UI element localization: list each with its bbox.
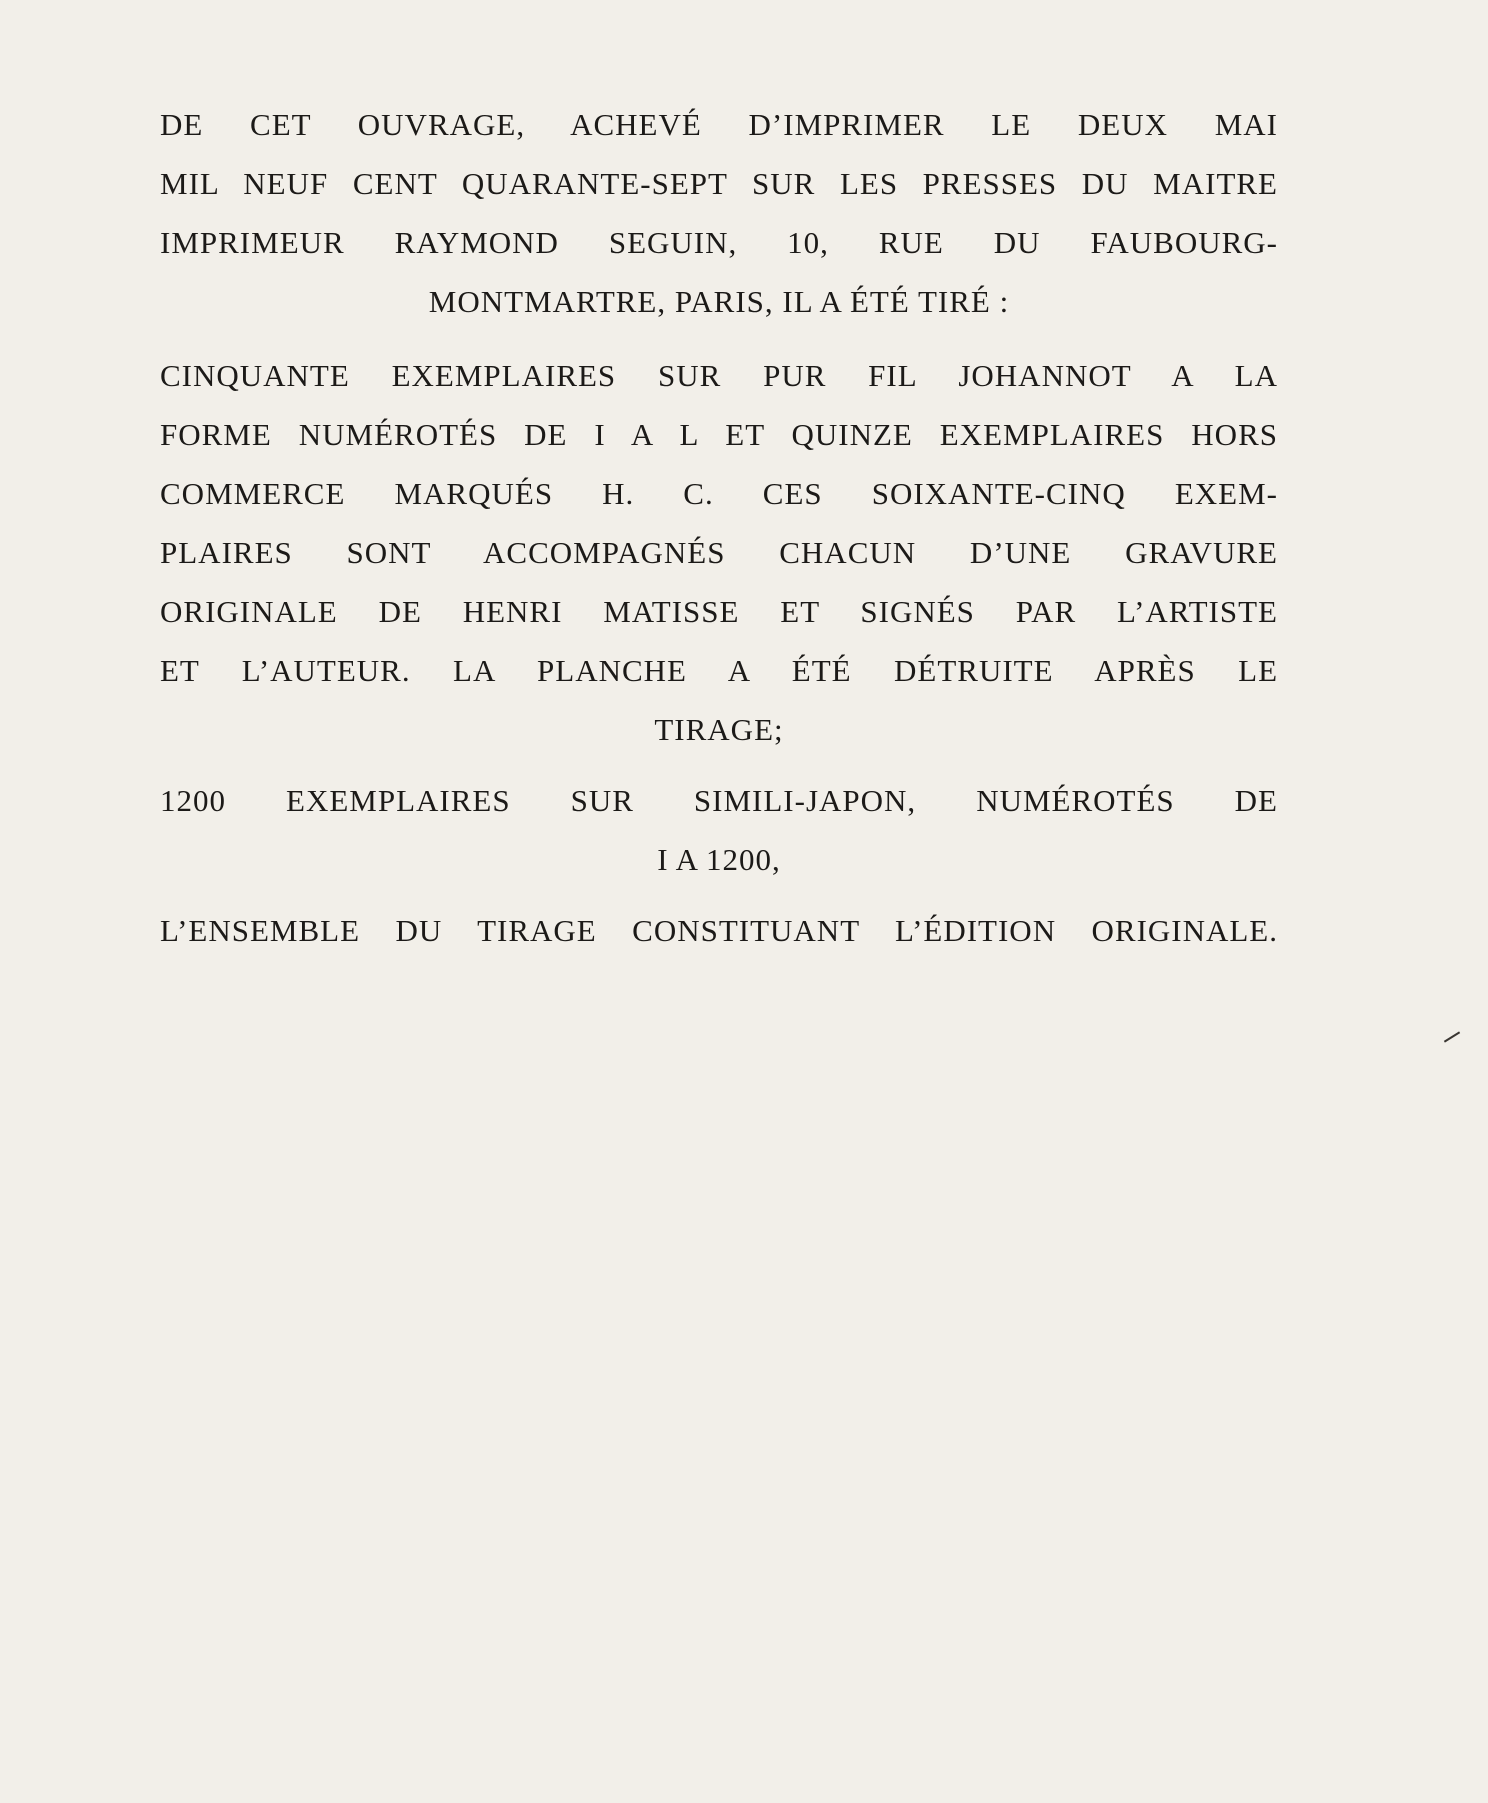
- text-line: TIRAGE;: [654, 712, 784, 747]
- text-line: ORIGINALE DE HENRI MATISSE ET SIGNÉS PAR L’ARTISTE: [160, 594, 1278, 629]
- text-line: ET L’AUTEUR. LA PLANCHE A ÉTÉ DÉTRUITE APRÈS LE: [160, 653, 1278, 688]
- colophon-paragraph-printing: [160, 95, 1278, 331]
- text-line: MONTMARTRE, PARIS, IL A ÉTÉ TIRÉ :: [428, 284, 1010, 319]
- text-line: 1200 EXEMPLAIRES SUR SIMILI-JAPON, NUMÉROTÉS DE: [160, 783, 1278, 818]
- colophon-paragraph-edition: [160, 901, 1278, 960]
- text-line: I A 1200,: [657, 842, 781, 877]
- text-line: COMMERCE MARQUÉS H. C. CES SOIXANTE-CINQ EXEM-: [160, 476, 1278, 511]
- text-line: IMPRIMEUR RAYMOND SEGUIN, 10, RUE DU FAUBOURG-: [160, 225, 1278, 260]
- paragraph-spacer: [160, 889, 1278, 901]
- paragraph-spacer: [160, 759, 1278, 771]
- text-line: PLAIRES SONT ACCOMPAGNÉS CHACUN D’UNE GRAVURE: [160, 535, 1278, 570]
- colophon-paragraph-ordinary-copies: [160, 771, 1278, 889]
- pencil-mark: [1444, 1031, 1460, 1042]
- paragraph-spacer: [160, 331, 1278, 346]
- text-line: MIL NEUF CENT QUARANTE-SEPT SUR LES PRESSES DU MAITRE: [160, 166, 1278, 201]
- text-line: FORME NUMÉROTÉS DE I A L ET QUINZE EXEMPLAIRES HORS: [160, 417, 1278, 452]
- colophon-paragraph-fine-copies: [160, 346, 1278, 759]
- text-line: CINQUANTE EXEMPLAIRES SUR PUR FIL JOHANNOT A LA: [160, 358, 1278, 393]
- colophon-text-block: [160, 95, 1278, 960]
- text-line: L’ENSEMBLE DU TIRAGE CONSTITUANT L’ÉDITION ORIGINALE.: [160, 913, 1278, 948]
- text-line: DE CET OUVRAGE, ACHEVÉ D’IMPRIMER LE DEUX MAI: [160, 107, 1278, 142]
